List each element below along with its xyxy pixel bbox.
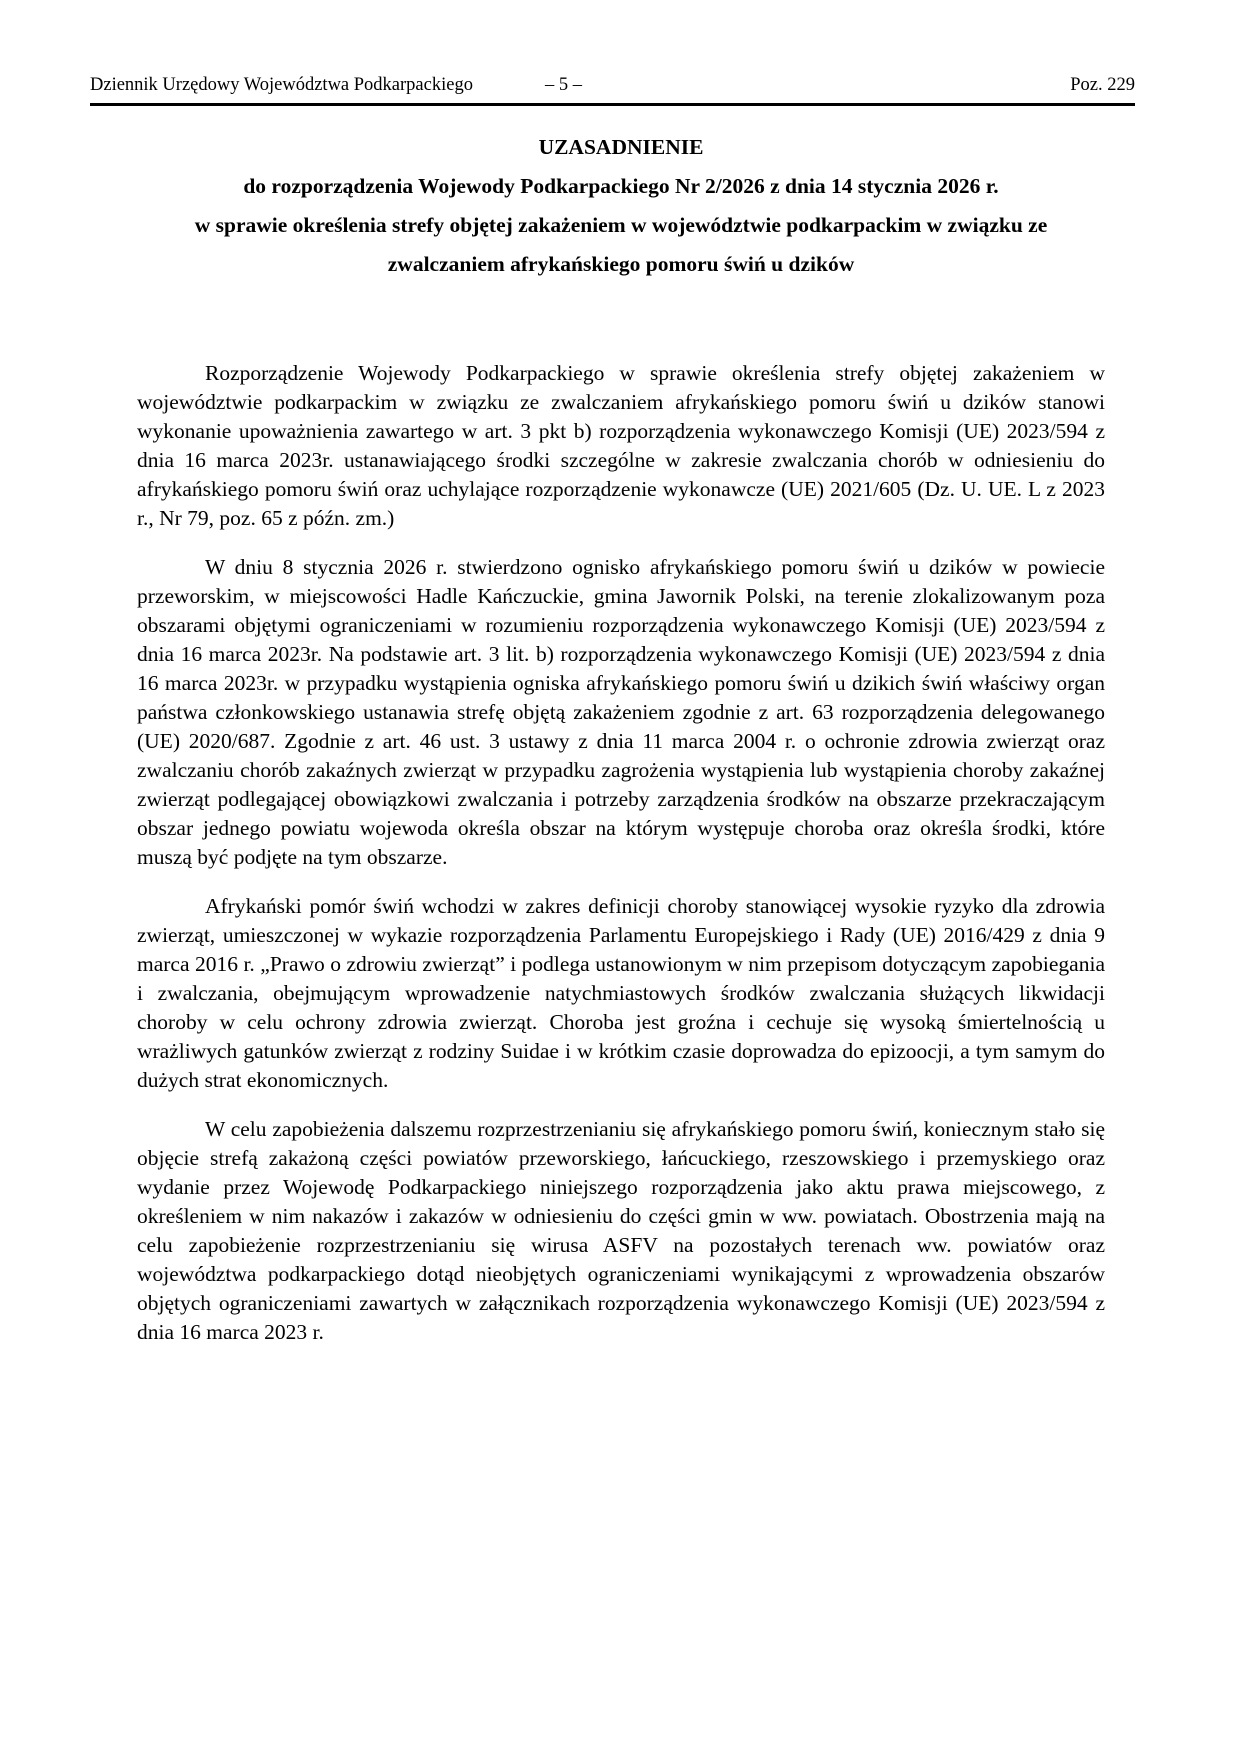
document-subtitle-line-3: zwalczaniem afrykańskiego pomoru świń u dzików (387, 252, 855, 276)
title-block (137, 128, 1105, 284)
paragraph-outbreak-details: W dniu 8 stycznia 2026 r. stwierdzono ognisko afrykańskiego pomoru świń u dzików w powiecie przeworskim, w miejscowości Hadle Kańczuckie, gmina Jawornik Polski, na terenie zlokalizowanym poza obszarami objętymi ograniczeniami w rozumieniu rozporządzenia wykonawczego Komisji (UE) 2023/594 z dnia 16 marca 2023r. Na podstawie art. 3 lit. b) rozporządzenia wykonawczego Komisji (UE) 2023/594 z dnia 16 marca 2023r. w przypadku wystąpienia ogniska afrykańskiego pomoru świń u dzikich świń właściwy organ państwa członkowskiego ustanawia strefę objętą zakażeniem zgodnie z art. 63 rozporządzenia delegowanego (UE) 2020/687. Zgodnie z art. 46 ust. 3 ustawy z dnia 11 marca 2004 r. o ochronie zdrowia zwierząt oraz zwalczaniu chorób zakaźnych zwierząt w przypadku zagrożenia wystąpienia lub wystąpienia choroby zakaźnej zwierząt podlegającej obowiązkowi zwalczania i potrzeby zarządzenia środków na obszarze przekraczającym obszar jednego powiatu wojewoda określa obszar na którym występuje choroba oraz określa środki, które muszą być podjęte na tym obszarze. (137, 555, 1105, 869)
document-subtitle-line-1: do rozporządzenia Wojewody Podkarpackiego Nr 2/2026 z dnia 14 stycznia 2026 r. (243, 174, 999, 198)
paragraph-disease-definition: Afrykański pomór świń wchodzi w zakres definicji choroby stanowiącej wysokie ryzyko dla zdrowia zwierząt, umieszczonej w wykazie rozporządzenia Parlamentu Europejskiego i Rady (UE) 2016/429 z dnia 9 marca 2016 r. „Prawo o zdrowiu zwierząt” i podlega ustanowionym w nim przepisom dotyczącym zapobiegania i zwalczania, obejmującym wprowadzenie natychmiastowych środków zwalczania służących likwidacji choroby w celu ochrony zdrowia zwierząt. Choroba jest groźna i cechuje się wysoką śmiertelnością u wrażliwych gatunków zwierząt z rodziny Suidae i w krótkim czasie doprowadza do epizoocji, a tym samym do dużych strat ekonomicznych. (137, 894, 1105, 1092)
page-number: – 5 – (545, 75, 582, 95)
document-body (137, 128, 1105, 1367)
paragraph-prevention-measures: W celu zapobieżenia dalszemu rozprzestrzenianiu się afrykańskiego pomoru świń, koniecznym stało się objęcie strefą zakażoną części powiatów przeworskiego, łańcuckiego, rzeszowskiego i przemyskiego oraz wydanie przez Wojewodę Podkarpackiego niniejszego rozporządzenia jako aktu prawa miejscowego, z określeniem w nim nakazów i zakazów w odniesieniu do części gmin w ww. powiatach. Obostrzenia mają na celu zapobieżenie rozprzestrzenianiu się wirusa ASFV na pozostałych terenach ww. powiatów oraz województwa podkarpackiego dotąd nieobjętych ograniczeniami wynikającymi z wprowadzenia obszarów objętych ograniczeniami zawartych w załącznikach rozporządzenia wykonawczego Komisji (UE) 2023/594 z dnia 16 marca 2023 r. (137, 1117, 1105, 1344)
position-reference: Poz. 229 (1070, 75, 1135, 95)
document-heading: UZASADNIENIE (538, 135, 704, 159)
header-rule (90, 103, 1135, 106)
journal-title: Dziennik Urzędowy Województwa Podkarpackiego (90, 75, 473, 95)
document-subtitle-line-2: w sprawie określenia strefy objętej zakażeniem w województwie podkarpackim w związku ze (194, 213, 1048, 237)
paragraph-legal-basis: Rozporządzenie Wojewody Podkarpackiego w sprawie określenia strefy objętej zakażeniem w województwie podkarpackim w związku ze zwalczaniem afrykańskiego pomoru świń u dzików stanowi wykonanie upoważnienia zawartego w art. 3 pkt b) rozporządzenia wykonawczego Komisji (UE) 2023/594 z dnia 16 marca 2023r. ustanawiającego środki szczególne w zakresie zwalczania chorób w odniesieniu do afrykańskiego pomoru świń oraz uchylające rozporządzenie wykonawcze (UE) 2021/605 (Dz. U. UE. L z 2023 r., Nr 79, poz. 65 z późn. zm.) (137, 361, 1105, 530)
